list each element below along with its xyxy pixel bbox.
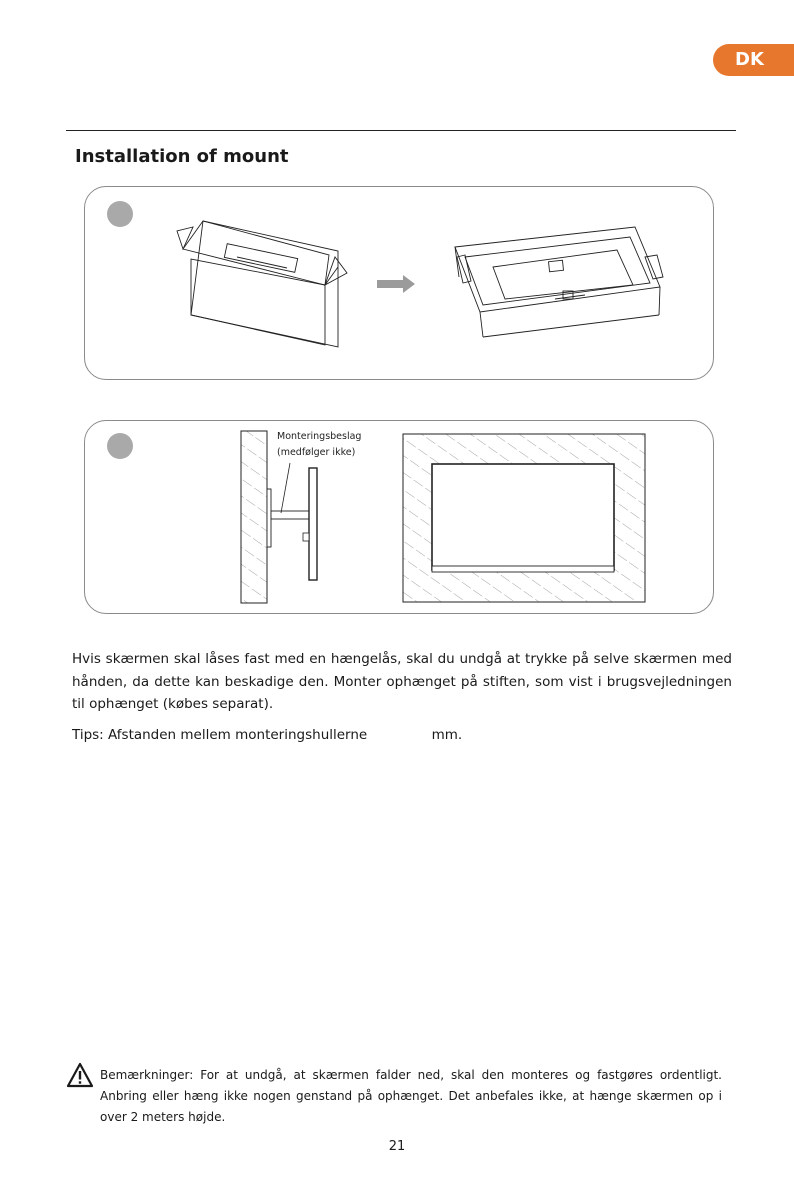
warning-icon [66, 1062, 94, 1088]
step-1-illustration [85, 187, 713, 379]
instruction-paragraph: Hvis skærmen skal låses fast med en hængelås, skal du undgå at trykke på selve skærmen med hånden, da dette kan beskadige den. Monter ophænget på stiften, som vist i brugsvejledningen til ophænget (købes separat). [72, 651, 732, 712]
bracket-label-line1: Monteringsbeslag [277, 431, 362, 442]
step-2-illustration [85, 421, 713, 613]
monitor-back-drawing [455, 227, 663, 337]
page-number: 21 [388, 1139, 406, 1154]
tips-text: Tips: Afstanden mellem monteringshullerne mm. [72, 727, 463, 743]
arrow-icon [377, 275, 415, 293]
wall-front-view [403, 434, 645, 602]
bracket-label-line2: (medfølger ikke) [277, 447, 356, 458]
section-title: Installation of mount [75, 146, 289, 167]
language-tab: DK [713, 44, 794, 76]
header-rule [66, 130, 736, 131]
notes-text: Bemærkninger: For at undgå, at skærmen falder ned, skal den monteres og fastgøres ordentligt. Anbring eller hæng ikke nogen genstand på ophænget. Det anbefales ikke, at hænge skærmen op i over 2 meters højde. [100, 1068, 722, 1124]
step-1-panel [84, 186, 714, 380]
packaging-box-drawing [177, 221, 347, 347]
step-2-panel [84, 420, 714, 614]
